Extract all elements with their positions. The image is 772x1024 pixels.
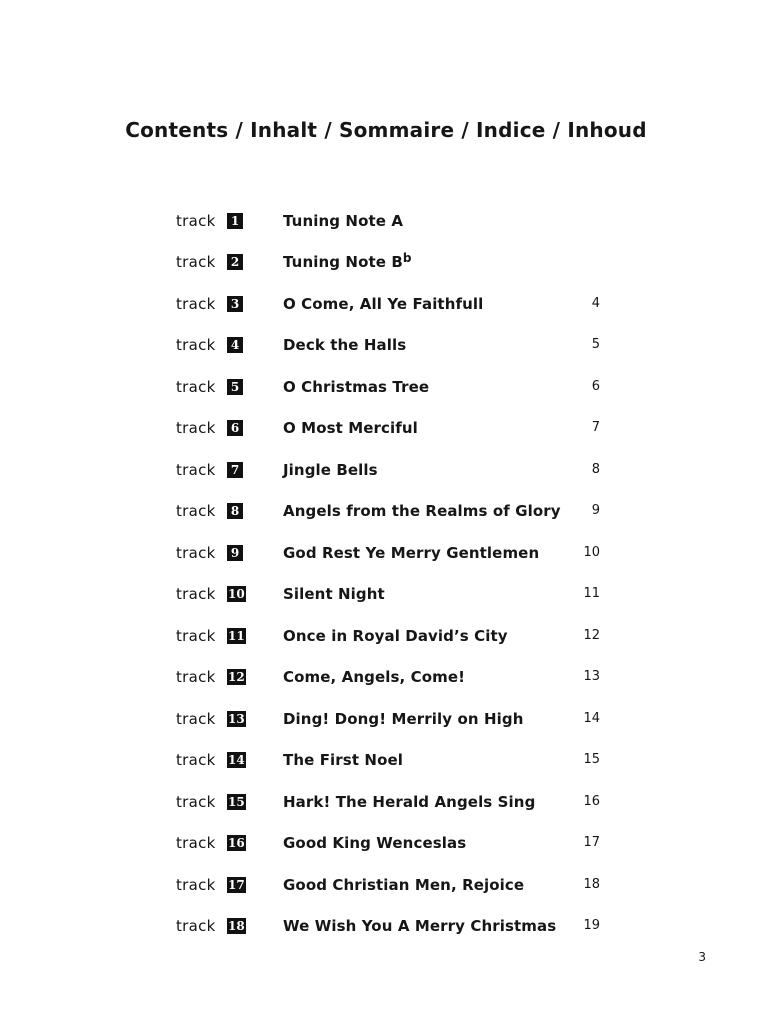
page-ref: 18 <box>583 877 600 892</box>
track-label: track <box>176 876 216 894</box>
page-ref: 19 <box>583 918 600 933</box>
toc-entry <box>0 665 772 689</box>
track-number-badge: 18 <box>228 919 245 933</box>
track-number-badge: 17 <box>228 878 245 892</box>
track-number-badge: 8 <box>227 503 243 519</box>
page-ref: 14 <box>583 711 600 726</box>
song-title: Tuning Note B <box>283 253 403 271</box>
page-ref: 15 <box>583 752 600 767</box>
track-number-badge: 16 <box>228 836 245 850</box>
track-number-badge: 3 <box>227 296 243 312</box>
page-ref: 8 <box>591 462 600 477</box>
track-label: track <box>176 295 216 313</box>
song-title: O Come, All Ye Faithfull <box>283 295 484 313</box>
toc-entry <box>0 873 772 897</box>
track-label: track <box>176 585 216 603</box>
toc-entry <box>0 707 772 731</box>
song-title: We Wish You A Merry Christmas <box>283 917 557 935</box>
toc-entry <box>0 292 772 316</box>
page-number: 3 <box>698 950 706 964</box>
song-title-with-flat <box>283 250 412 275</box>
page-ref: 12 <box>583 628 600 643</box>
song-title: Tuning Note A <box>283 212 404 230</box>
toc-entry <box>0 831 772 855</box>
toc-entry <box>0 333 772 357</box>
track-label: track <box>176 502 216 520</box>
song-title: Jingle Bells <box>283 461 378 479</box>
track-label: track <box>176 419 216 437</box>
track-number-badge: 13 <box>228 712 245 726</box>
track-number-badge: 10 <box>228 587 245 601</box>
page-ref: 10 <box>583 545 600 560</box>
track-label: track <box>176 793 216 811</box>
page-ref: 17 <box>583 835 600 850</box>
page-ref: 16 <box>583 794 600 809</box>
track-label: track <box>176 336 216 354</box>
song-title: Hark! The Herald Angels Sing <box>283 793 536 811</box>
page-ref: 5 <box>591 337 600 352</box>
track-label: track <box>176 212 216 230</box>
page-ref: 9 <box>591 503 600 518</box>
track-number-badge: 1 <box>227 213 243 229</box>
track-number-badge: 6 <box>227 420 243 436</box>
song-title: Ding! Dong! Merrily on High <box>283 710 524 728</box>
toc-entry <box>0 499 772 523</box>
track-number-badge: 2 <box>227 254 243 270</box>
song-title: Silent Night <box>283 585 385 603</box>
toc-entry <box>0 541 772 565</box>
track-number-badge: 4 <box>227 337 243 353</box>
song-title: O Christmas Tree <box>283 378 430 396</box>
track-number-badge: 15 <box>228 795 245 809</box>
track-label: track <box>176 461 216 479</box>
track-label: track <box>176 627 216 645</box>
song-title: O Most Merciful <box>283 419 418 437</box>
track-label: track <box>176 834 216 852</box>
page-ref: 4 <box>591 296 600 311</box>
toc-entry <box>0 209 772 233</box>
song-title: Deck the Halls <box>283 336 407 354</box>
page-ref: 13 <box>583 669 600 684</box>
toc-entry <box>0 375 772 399</box>
track-label: track <box>176 544 216 562</box>
toc-entry <box>0 458 772 482</box>
page-ref: 11 <box>583 586 600 601</box>
song-title: The First Noel <box>283 751 403 769</box>
song-title: Angels from the Realms of Glory <box>283 502 561 520</box>
track-label: track <box>176 710 216 728</box>
track-number-badge: 14 <box>228 753 245 767</box>
page-title: Contents / Inhalt / Sommaire / Indice / Inhoud <box>125 118 647 142</box>
song-title: Good King Wenceslas <box>283 834 467 852</box>
page-ref: 7 <box>591 420 600 435</box>
toc-entry <box>0 914 772 938</box>
song-title: Once in Royal David’s City <box>283 627 508 645</box>
track-label: track <box>176 378 216 396</box>
track-number-badge: 7 <box>227 462 243 478</box>
toc-entry <box>0 582 772 606</box>
track-number-badge: 12 <box>228 670 245 684</box>
track-number-badge: 11 <box>228 629 245 643</box>
track-label: track <box>176 668 216 686</box>
toc-entry <box>0 250 772 274</box>
track-number-badge: 9 <box>227 545 243 561</box>
track-label: track <box>176 751 216 769</box>
page-ref: 6 <box>591 379 600 394</box>
song-title: Good Christian Men, Rejoice <box>283 876 525 894</box>
track-label: track <box>176 917 216 935</box>
toc-entry <box>0 748 772 772</box>
toc-entry <box>0 624 772 648</box>
flat-sign: b <box>402 251 412 265</box>
song-title: God Rest Ye Merry Gentlemen <box>283 544 540 562</box>
track-number-badge: 5 <box>227 379 243 395</box>
track-label: track <box>176 253 216 271</box>
toc-entry <box>0 790 772 814</box>
toc-entry <box>0 416 772 440</box>
song-title: Come, Angels, Come! <box>283 668 466 686</box>
